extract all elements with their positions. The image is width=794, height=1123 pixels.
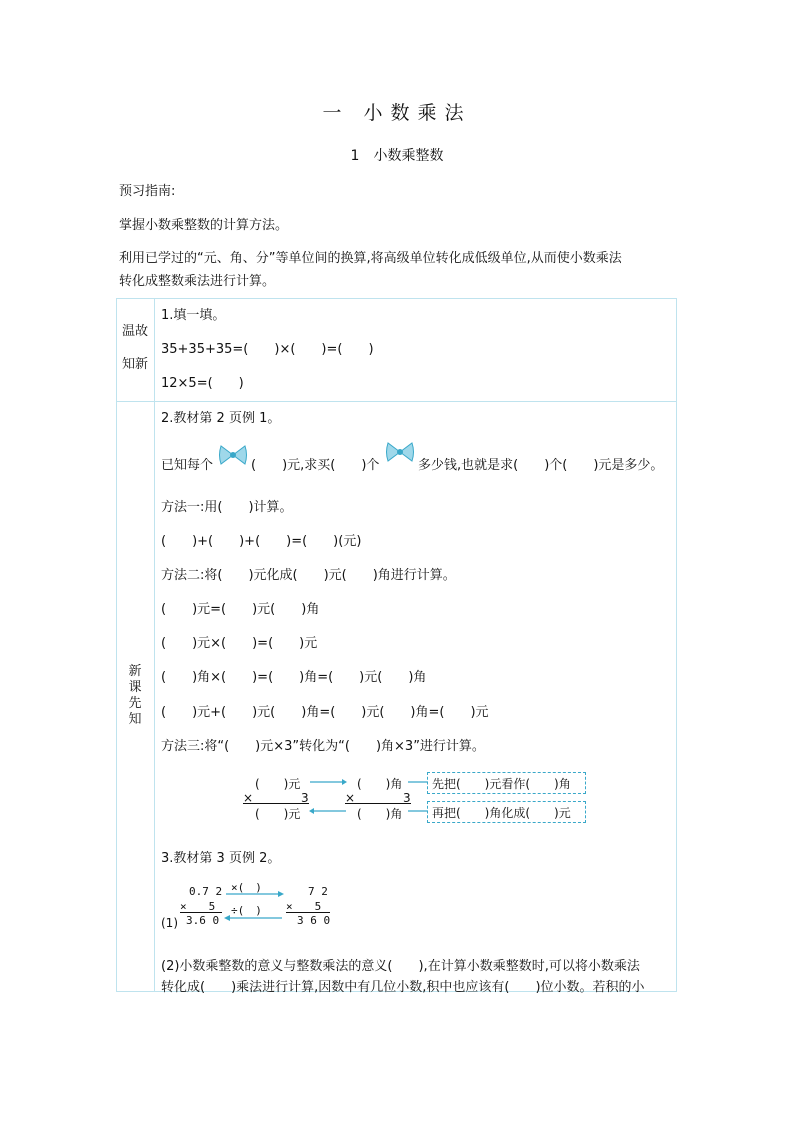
newlesson-side-label-4: 知 (128, 712, 142, 727)
q2-title: 2.教材第 2 页例 1。 (161, 411, 281, 426)
newlesson-side-label-1: 新 (128, 664, 142, 679)
method-1-equation: ( )+( )+( )=( )(元) (161, 534, 362, 549)
method-2-line-3: ( )角×( )=( )角=( )元( )角 (161, 670, 427, 685)
q3-a-top: 0.7 2 (189, 885, 223, 898)
vertical-right-bottom: ( )角 (357, 807, 403, 821)
vertical-left-bottom: ( )元 (255, 807, 301, 821)
method-2: 方法二:将( )元化成( )元( )角进行计算。 (161, 568, 456, 583)
hint-box-bottom: 再把( )角化成( )元 (427, 801, 586, 823)
q3-b-rule (286, 912, 330, 913)
page-title: 一 小数乘法 (322, 102, 472, 124)
q3-arrows-icon (222, 890, 286, 922)
method-2-line-2: ( )元×( )=( )元 (161, 636, 318, 651)
page-subtitle: 1 小数乘整数 (350, 148, 444, 164)
guide-label: 预习指南: (119, 184, 176, 199)
guide-line-3: 转化成整数乘法进行计算。 (119, 274, 276, 289)
review-question-line-1: 35+35+35=( )×( )=( ) (161, 342, 374, 357)
review-side-label-1: 温故 (121, 324, 148, 339)
q3-a-multiply: × 5 (180, 900, 216, 913)
vertical-right-multiply: × 3 (345, 791, 411, 805)
butterfly-bow-icon (385, 440, 415, 464)
q3-label-1: (1) (161, 916, 178, 930)
table-row-divider (116, 401, 677, 402)
q2-line-part-a: 已知每个 (161, 458, 214, 473)
butterfly-bow-icon (218, 443, 248, 467)
method-1: 方法一:用( )计算。 (161, 500, 293, 515)
vertical-left-top: ( )元 (255, 777, 301, 791)
review-side-label-2: 知新 (121, 357, 148, 372)
q3-a-rule (180, 912, 222, 913)
q3-b-multiply: × 5 (286, 900, 322, 913)
q3-b-bottom: 3 6 0 (297, 914, 331, 927)
q3-part2-line-1: (2)小数乘整数的意义与整数乘法的意义( ),在计算小数乘整数时,可以将小数乘法 (161, 959, 640, 974)
guide-line-2: 利用已学过的“元、角、分”等单位间的换算,将高级单位转化成低级单位,从而使小数乘法 (119, 251, 622, 266)
table-column-divider (154, 298, 155, 992)
q2-line-part-b: ( )元,求买( )个 (251, 458, 380, 473)
hint-box-top: 先把( )元看作( )角 (427, 772, 586, 794)
vertical-left-rule (243, 803, 309, 804)
q3-op-bottom: ÷( ) (231, 904, 262, 917)
guide-line-1: 掌握小数乘整数的计算方法。 (119, 218, 289, 233)
q3-part2-line-2: 转化成( )乘法进行计算,因数中有几位小数,积中也应该有( )位小数。若积的小 (161, 980, 645, 995)
q3-title: 3.教材第 3 页例 2。 (161, 851, 281, 866)
q3-a-bottom: 3.6 0 (186, 914, 220, 927)
method-2-line-4: ( )元+( )元( )角=( )元( )角=( )元 (161, 705, 489, 720)
newlesson-side-label-3: 先 (128, 696, 142, 711)
method-3: 方法三:将“( )元×3”转化为“( )角×3”进行计算。 (161, 739, 485, 754)
method-2-line-1: ( )元=( )元( )角 (161, 602, 320, 617)
q3-op-top: ×( ) (231, 881, 262, 894)
review-question-title: 1.填一填。 (161, 308, 226, 323)
convert-arrows-icon (308, 776, 348, 816)
vertical-right-top: ( )角 (357, 777, 403, 791)
vertical-left-multiply: × 3 (243, 791, 309, 805)
q2-line-part-c: 多少钱,也就是求( )个( )元是多少。 (418, 458, 664, 473)
connector-lines-icon (408, 776, 428, 816)
newlesson-side-label-2: 课 (128, 680, 142, 695)
review-question-line-2: 12×5=( ) (161, 376, 244, 391)
vertical-right-rule (345, 803, 411, 804)
q3-b-top: 7 2 (308, 885, 328, 898)
